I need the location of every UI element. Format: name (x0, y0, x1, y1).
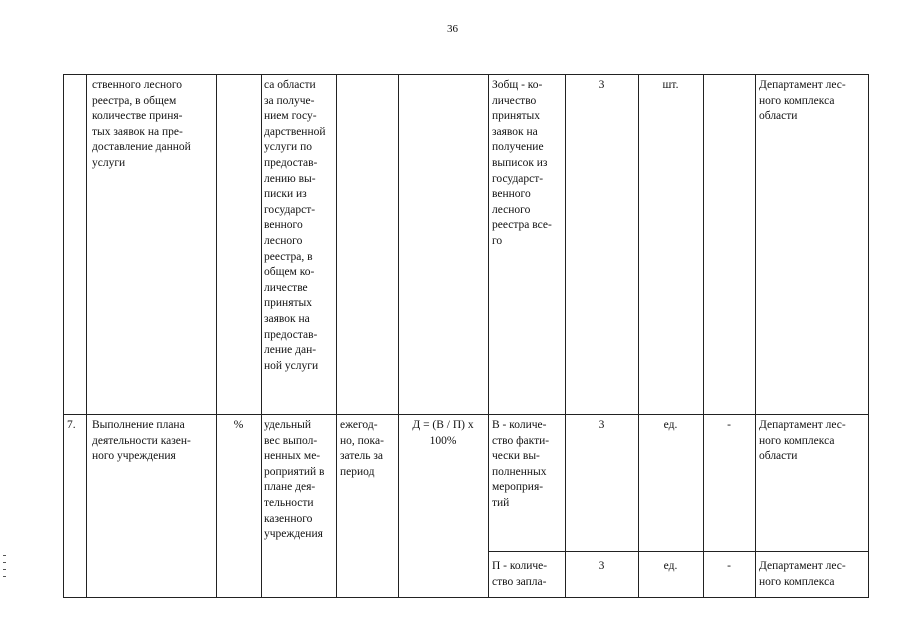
table-border-bottom (63, 597, 869, 598)
target-cell: - (727, 560, 731, 572)
unit-cell: % (233, 419, 244, 431)
component-unit-cell: ед. (663, 560, 678, 572)
column-divider (565, 74, 566, 598)
page-number: 36 (447, 23, 458, 35)
scan-margin-marks (3, 555, 7, 583)
indicator-definition-cell: са области за получе- нием госу- дарственной услуги по предостав- лению вы- писки из государст- венного лесного реестра, в общем ко- личестве принятых заявок на предостав- ление дан- ной услуги (264, 79, 326, 372)
component-unit-cell: шт. (662, 79, 679, 91)
table-border-left (63, 74, 64, 598)
indicator-name-cell: ственного лесного реестра, в общем количестве приня- тых заявок на пре- доставление данной услуги (92, 79, 191, 169)
column-divider (398, 74, 399, 598)
column-divider (755, 74, 756, 598)
target-cell: - (727, 419, 731, 431)
column-divider (216, 74, 217, 598)
data-source-cell: 3 (598, 560, 605, 572)
indicator-name-cell: Выполнение плана деятельности казен- ного учреждения (92, 419, 191, 463)
responsible-cell: Департамент лес- ного комплекса (759, 560, 846, 588)
component-description-cell: В - количе- ство факти- чески вы- полненных мероприя- тий (492, 419, 550, 509)
column-divider (703, 74, 704, 598)
column-divider (86, 74, 87, 598)
column-divider (638, 74, 639, 598)
table-border-right (868, 74, 869, 598)
component-description-cell: Зобщ - ко- личество принятых заявок на получение выписок из государст- венного лесного реестра все- го (492, 79, 552, 247)
component-description-cell: П - количе- ство запла- (492, 560, 548, 588)
component-unit-cell: ед. (663, 419, 678, 431)
column-divider (488, 74, 489, 598)
data-source-cell: 3 (598, 419, 605, 431)
indicators-table (63, 74, 869, 598)
responsible-cell: Департамент лес- ного комплекса области (759, 79, 846, 123)
row-divider (488, 551, 869, 552)
data-source-cell: 3 (598, 79, 605, 91)
column-divider (336, 74, 337, 598)
indicator-definition-cell: удельный вес выпол- ненных ме- роприятий в плане дея- тельности казенного учреждения (264, 419, 325, 541)
row-number-cell: 7. (67, 419, 76, 431)
column-divider (261, 74, 262, 598)
table-border-top (63, 74, 869, 75)
periodicity-cell: ежегод- но, пока- затель за период (340, 419, 384, 478)
formula-cell: Д = (В / П) х 100% (412, 419, 474, 447)
row-divider (63, 414, 869, 415)
responsible-cell: Департамент лес- ного комплекса области (759, 419, 846, 463)
